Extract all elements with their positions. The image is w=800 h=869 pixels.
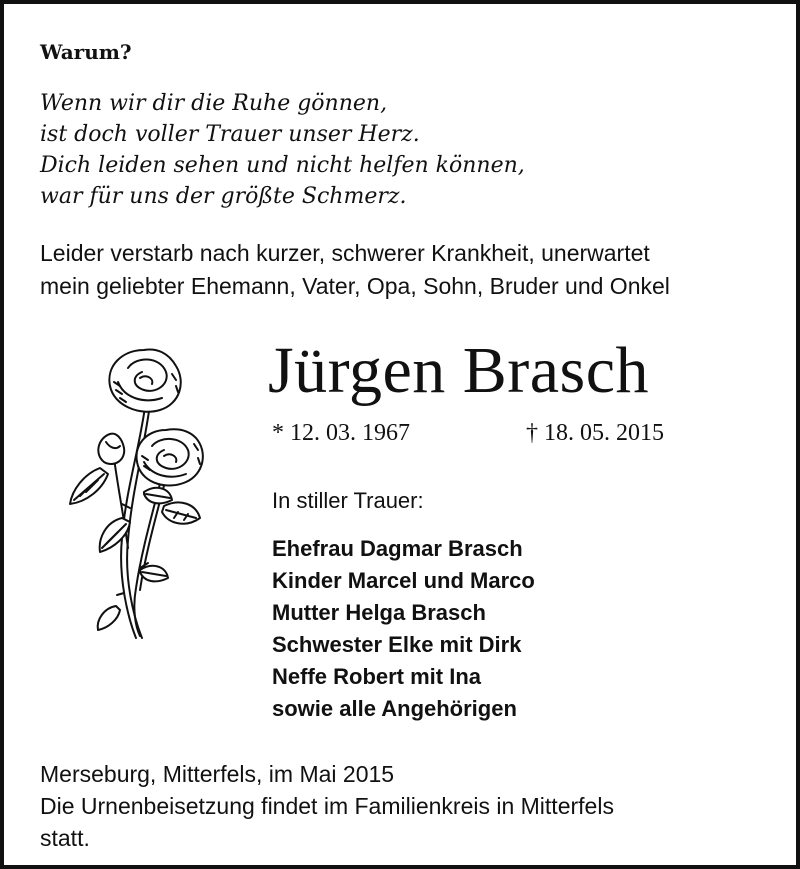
mourner-item: Kinder Marcel und Marco — [272, 568, 535, 593]
footer-text — [40, 758, 614, 854]
deceased-name: Jürgen Brasch — [268, 334, 650, 407]
footer-line: Merseburg, Mitterfels, im Mai 2015 — [40, 761, 395, 787]
poem-line: war für uns der größte Schmerz. — [40, 184, 407, 209]
footer-line: statt. — [40, 825, 90, 851]
mourner-item: Schwester Elke mit Dirk — [272, 632, 522, 657]
mourning-label: In stiller Trauer: — [272, 488, 424, 513]
mourner-item: Mutter Helga Brasch — [272, 600, 486, 625]
death-date: † 18. 05. 2015 — [526, 420, 664, 446]
birth-date: * 12. 03. 1967 — [272, 420, 410, 446]
intro-text — [40, 237, 670, 303]
poem-line: Dich leiden sehen und nicht helfen können, — [40, 153, 525, 178]
intro-line: Leider verstarb nach kurzer, schwerer Krankheit, unerwartet — [40, 240, 650, 266]
poem-line: Wenn wir dir die Ruhe gönnen, — [40, 91, 388, 116]
mourner-item: sowie alle Angehörigen — [272, 696, 517, 721]
rose-icon — [44, 338, 244, 663]
mourners-list — [272, 533, 535, 725]
poem — [40, 88, 525, 212]
poem-line: ist doch voller Trauer unser Herz. — [40, 122, 420, 147]
intro-line: mein geliebter Ehemann, Vater, Opa, Sohn, Bruder und Onkel — [40, 273, 670, 299]
footer-line: Die Urnenbeisetzung findet im Familienkreis in Mitterfels — [40, 793, 614, 819]
poem-heading: Warum? — [40, 40, 132, 64]
mourner-item: Ehefrau Dagmar Brasch — [272, 536, 523, 561]
mourner-item: Neffe Robert mit Ina — [272, 664, 482, 689]
